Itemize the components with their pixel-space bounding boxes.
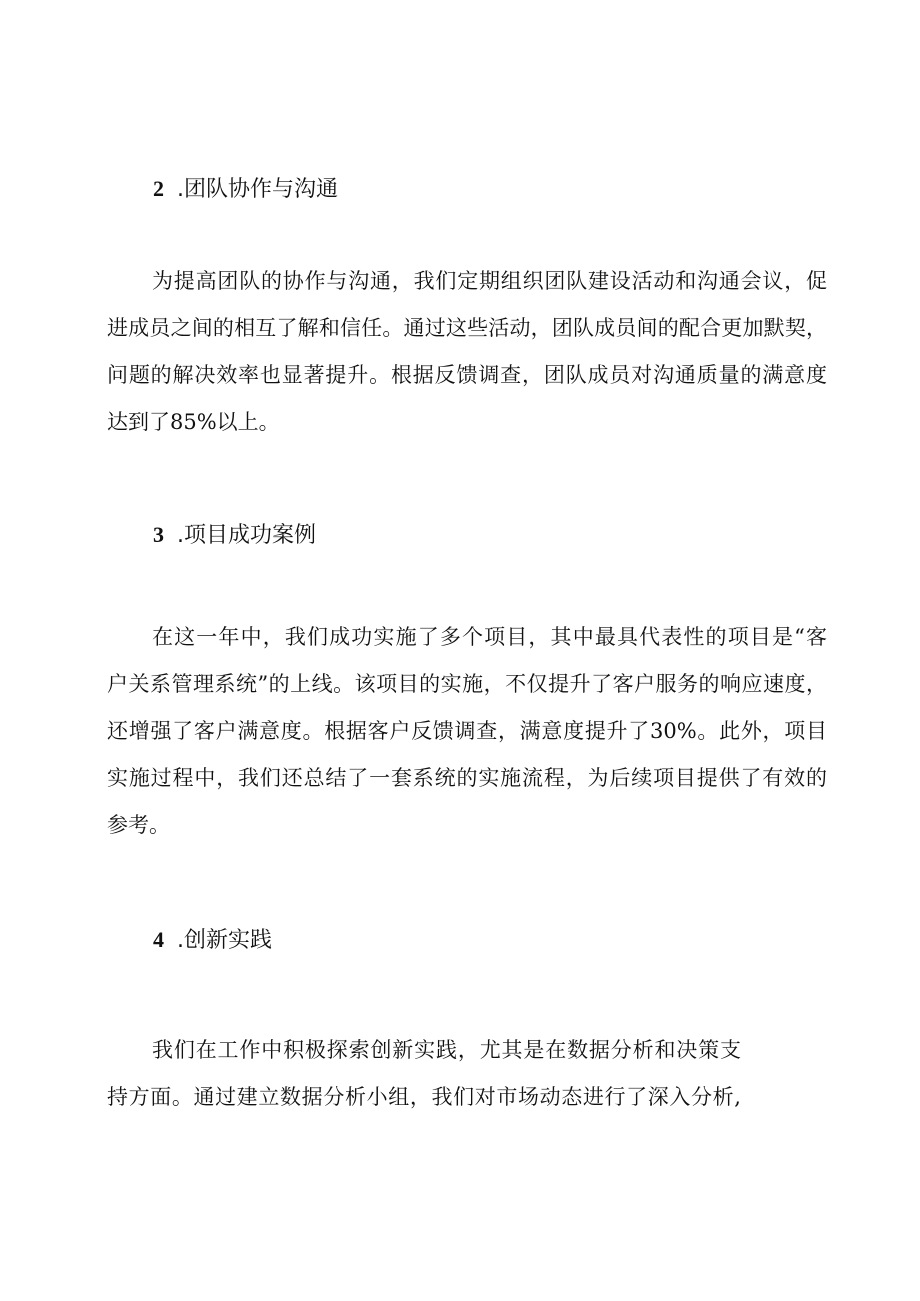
section-title: .创新实践 <box>177 928 272 953</box>
paragraph-line: 为提高团队的协作与沟通，我们定期组织团队建设活动和沟通会议，促 <box>152 269 827 293</box>
section-number: 3 <box>153 522 164 547</box>
section-title: .团队协作与沟通 <box>177 177 338 202</box>
section-paragraph-3 <box>107 614 827 849</box>
paragraph-line: 还增强了客户满意度。根据客户反馈调查，满意度提升了30%。此外，项目 <box>107 719 827 743</box>
paragraph-line: 实施过程中，我们还总结了一套系统的实施流程，为后续项目提供了有效的 <box>107 766 827 790</box>
section-number: 2 <box>153 176 164 201</box>
section-paragraph-2 <box>107 258 827 446</box>
paragraph-line: 在这一年中，我们成功实施了多个项目，其中最具代表性的项目是“客 <box>152 625 827 649</box>
paragraph-line: 我们在工作中积极探索创新实践，尤其是在数据分析和决策支 <box>152 1038 741 1062</box>
section-heading-4 <box>153 926 272 955</box>
paragraph-line: 参考。 <box>107 813 170 837</box>
paragraph-line: 达到了85%以上。 <box>107 410 280 434</box>
section-title: .项目成功案例 <box>177 523 316 548</box>
section-heading-2 <box>153 175 338 204</box>
section-heading-3 <box>153 521 316 550</box>
paragraph-line: 进成员之间的相互了解和信任。通过这些活动，团队成员间的配合更加默契， <box>107 316 827 340</box>
paragraph-line: 问题的解决效率也显著提升。根据反馈调查，团队成员对沟通质量的满意度 <box>107 363 827 387</box>
section-paragraph-4 <box>107 1027 741 1121</box>
paragraph-line: 持方面。通过建立数据分析小组，我们对市场动态进行了深入分析, <box>107 1085 741 1109</box>
paragraph-line: 户关系管理系统”的上线。该项目的实施，不仅提升了客户服务的响应速度， <box>107 672 827 696</box>
section-number: 4 <box>153 927 164 952</box>
